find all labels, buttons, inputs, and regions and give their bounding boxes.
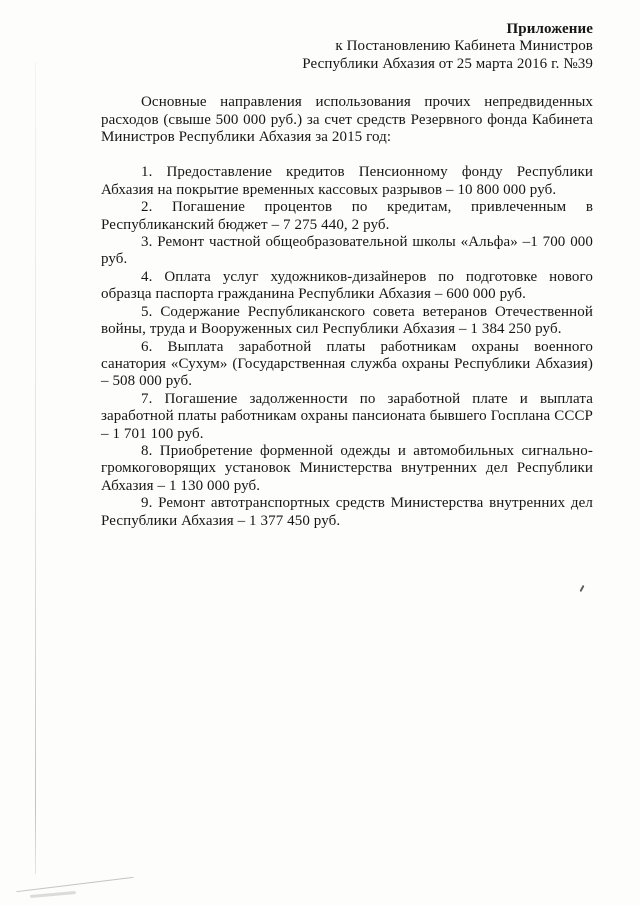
list-item: 8. Приобретение форменной одежды и автомобильных сигнально-громкоговорящих установок Министерства внутренних дел Республики Абхазия – 1 130 000 руб. <box>101 442 593 494</box>
list-item: 9. Ремонт автотранспортных средств Министерства внутренних дел Республики Абхазия – 1 377 450 руб. <box>101 495 593 529</box>
doc-header-date-number-line: Республики Абхазия от 25 марта 2016 г. №39 <box>302 55 593 72</box>
scan-artifact-corner-line <box>16 877 133 892</box>
list-item: 7. Погашение задолженности по заработной плате и выплата заработной платы работникам охраны пансионата бывшего Госплана СССР – 1 701 100 руб. <box>101 390 593 442</box>
list-item: 5. Содержание Республиканского совета ветеранов Отечественной войны, труда и Вооруженных сил Республики Абхазия – 1 384 250 руб. <box>101 303 593 338</box>
numbered-list <box>101 164 593 530</box>
doc-header <box>101 21 593 73</box>
scan-artifact-vertical-line <box>35 62 36 874</box>
list-item: 1. Предоставление кредитов Пенсионному фонду Республики Абхазия на покрытие временных кассовых разрывов – 10 800 000 руб. <box>101 164 593 198</box>
list-item: 4. Оплата услуг художников-дизайнеров по подготовке нового образца паспорта гражданина Республики Абхазия – 600 000 руб. <box>101 268 593 303</box>
intro-paragraph: Основные направления использования прочих непредвиденных расходов (свыше 500 000 руб.) за счет средств Резервного фонда Кабинета Министров Республики Абхазия за 2015 год: <box>101 94 593 146</box>
list-item: 3. Ремонт частной общеобразовательной школы «Альфа» –1 700 000 руб. <box>101 234 593 268</box>
doc-header-resolution-line: к Постановлению Кабинета Министров <box>335 38 593 55</box>
list-item: 6. Выплата заработной платы работникам охраны военного санатория «Сухум» (Государственная служба охраны Республики Абхазия) – 508 000 руб. <box>101 338 593 390</box>
scan-artifact-corner-smudge <box>30 891 76 898</box>
doc-header-appendix-label: Приложение <box>506 21 593 37</box>
scan-artifact-stray-mark <box>579 585 584 592</box>
list-item: 2. Погашение процентов по кредитам, привлеченным в Республиканский бюджет – 7 275 440, 2 руб. <box>101 199 593 233</box>
document-content <box>101 21 593 530</box>
